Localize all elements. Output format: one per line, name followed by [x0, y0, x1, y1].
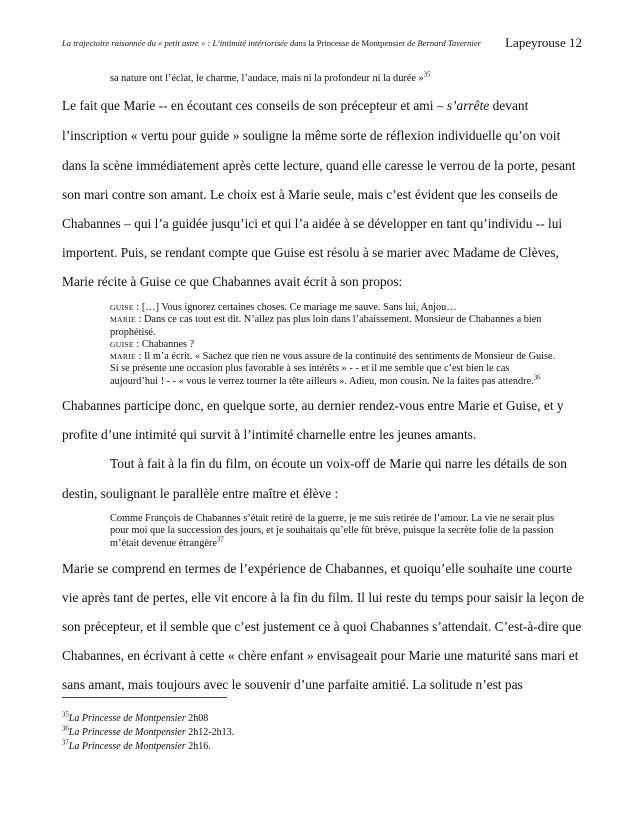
para2-line2: profite d’une intimité qui survit à l’intimité charnelle entre les jeunes amants. [62, 427, 477, 442]
speaker-name: GUISE [110, 339, 134, 349]
text-run: Le fait que Marie -- en écoutant ces conseils de son précepteur et ami – [62, 98, 444, 113]
quote2-text: Comme François de Chabannes s’était retiré de la guerre, je me suis retirée de l’amour. La vie ne serait plus pour moi que la succession des jours, et je souhaitais qu’elle fût brève, puisque la secrète folie de la passion m’était devenue étrangère [110, 513, 555, 549]
para4-line5: sans amant, mais toujours avec le souvenir d’une parfaite amitié. La solitude n’est pas [62, 677, 523, 692]
para1-line2: l’inscription « vertu pour guide » souligne la même sorte de réflexion individuelle qu’on voit [62, 128, 561, 143]
footnote-ref: 2h16. [185, 741, 211, 752]
footnote-title: La Princesse de Montpensier [68, 713, 186, 724]
dialogue-line [110, 302, 558, 314]
header-author: de Bernard Tavernier [407, 38, 481, 48]
running-header [62, 35, 582, 50]
speaker-name: MARIE [110, 352, 136, 362]
footnote-ref: 2h08 [185, 713, 209, 724]
dialogue-line [110, 339, 558, 351]
header-running-title: La trajectoire raisonnée du « petit astre » : L’intimité intériorisée dans [62, 38, 307, 48]
dialogue-line [110, 314, 558, 339]
text-run: devant [492, 98, 529, 113]
emphasis-text: s’arrête [446, 98, 490, 113]
para3-line1: Tout à fait à la fin du film, on écoute un voix-off de Marie qui narre les détails de son [110, 456, 567, 471]
footnote-number: 35 [62, 711, 69, 719]
dialogue-text: : Dans ce cas tout est dit. N’allez pas plus loin dans l’abaissement. Monsieur de Chabannes a bien prophétisé. [110, 314, 542, 338]
para3-line2: destin, soulignant le parallèle entre maître et élève : [62, 486, 339, 501]
dialogue-line [110, 351, 558, 388]
para4-line2: vie après tant de pertes, elle vit encore à la fin du film. Il lui reste du temps pour saisir la leçon de [62, 590, 585, 605]
para1-line6: importent. Puis, se rendant compte que Guise est résolu à se marier avec Madame de Clèves, [62, 245, 559, 260]
footnote-36 [62, 727, 234, 738]
footnote-number: 37 [62, 739, 69, 747]
voiceover-block-quote [110, 513, 558, 550]
dialogue-block-quote [110, 302, 558, 388]
para4-line3: son précepteur, et il semble que c’est justement ce à quoi Chabannes s’attendait. C’est-à-dire que [62, 619, 582, 634]
para1-line1 [62, 98, 528, 114]
footnote-37 [62, 741, 211, 752]
para1-line4: son mari contre son amant. Le choix est à Marie seule, mais c’est évident que les conseils de [62, 187, 558, 202]
dialogue-text: : Il m’a écrit. « Sachez que rien ne vous assure de la continuité des sentiments de Monsieur de Guise. Si se présente une occasion plus favorable à ses intérêts » - - et il me semble que c’est bien le cas aujourd’hui ! - - « vous le verrez tourner la tête ailleurs ». Adieu, mon cousin. Ne la faites pas attendre. [110, 351, 556, 387]
para1-line5: Chabannes – qui l’a guidée jusqu’ici et qui l’a aidée à se développer en tant qu’individu -- lui [62, 216, 563, 231]
para2-line1: Chabannes participe donc, en quelque sorte, au dernier rendez-vous entre Marie et Guise, et y [62, 398, 564, 413]
footnote-title: La Princesse de Montpensier [68, 727, 186, 738]
dialogue-text: : […] Vous ignorez certaines choses. Ce mariage me sauve. Sans lui, Anjou… [133, 302, 457, 313]
para4-line4: Chabannes, en écrivant à cette « chère enfant » envisageait pour Marie une maturité sans mari et [62, 648, 579, 663]
speaker-name: MARIE [110, 315, 136, 325]
footnote-ref-35: 35 [423, 71, 431, 79]
para1-line3: dans la scène immédiatement après cette lecture, quand elle caresse le verrou de la porte, pesant [62, 158, 576, 173]
footnote-number: 36 [62, 725, 69, 733]
footnote-ref-37: 37 [216, 536, 224, 544]
footnote-ref: 2h12-2h13. [185, 727, 235, 738]
para4-line1: Marie se comprend en termes de l’expérience de Chabannes, et quoiqu’elle souhaite une courte [62, 561, 573, 576]
footnote-35 [62, 713, 208, 724]
para1-line7: Marie récite à Guise ce que Chabannes avait écrit à son propos: [62, 274, 403, 289]
dialogue-text: : Chabannes ? [133, 338, 195, 350]
page-number: Lapeyrouse 12 [505, 35, 582, 50]
header-film-title: la Princesse de Montpensier [308, 38, 405, 48]
footnote-ref-36: 36 [533, 374, 541, 382]
quote-top-text: sa nature ont l’éclat, le charme, l’audace, mais ni la profondeur ni la durée » [110, 73, 424, 84]
block-quote-continued [110, 73, 430, 84]
footnote-title: La Princesse de Montpensier [68, 741, 186, 752]
footnote-separator [62, 697, 227, 698]
speaker-name: GUISE [110, 303, 134, 312]
